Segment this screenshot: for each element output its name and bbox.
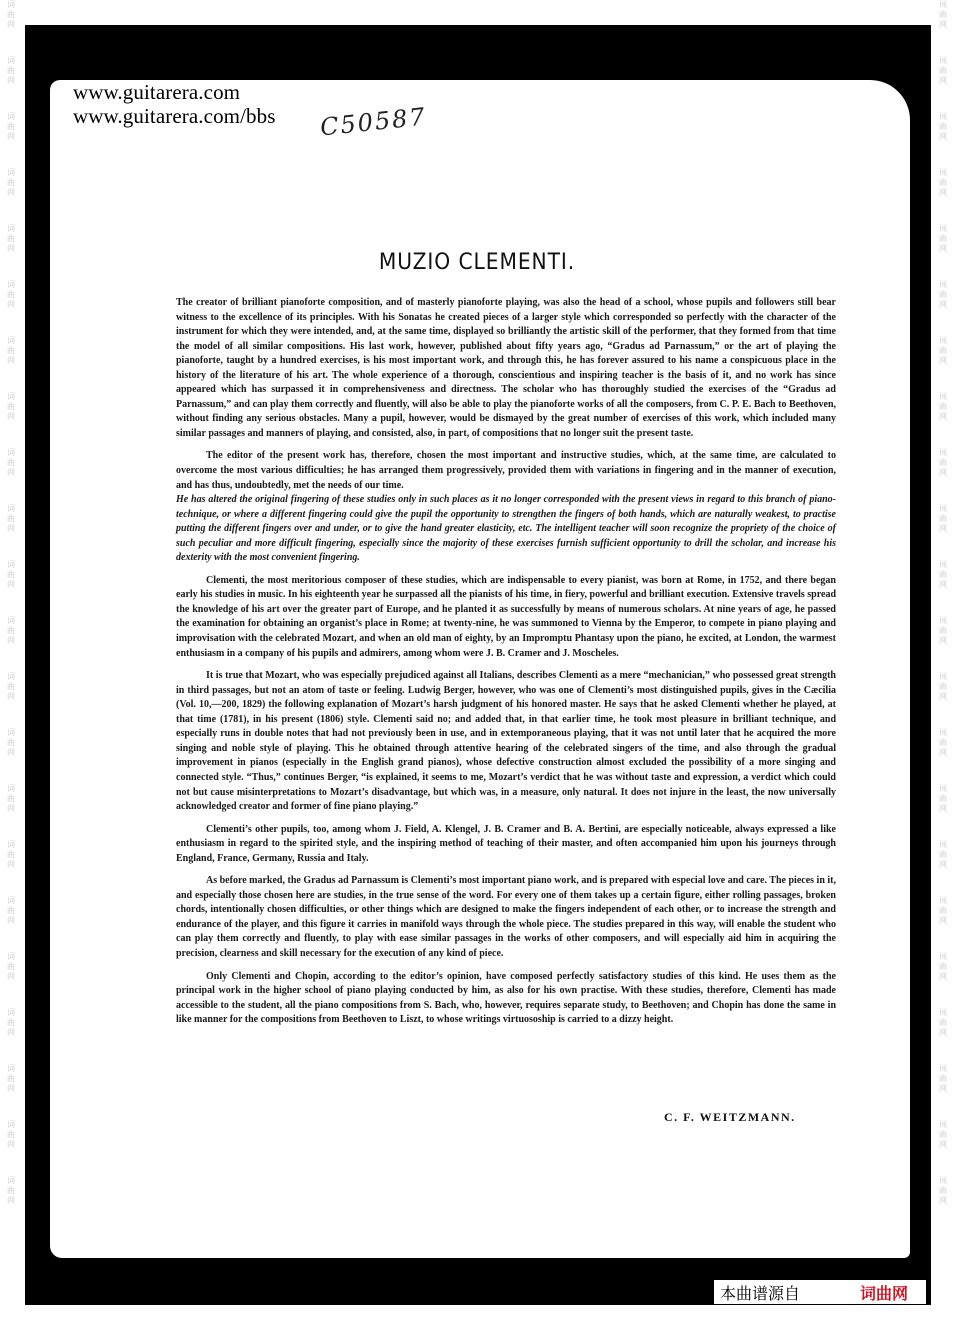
watermark-glyph: 曲 xyxy=(7,570,15,579)
watermark-glyph-stack xyxy=(7,728,15,758)
watermark-glyph: 曲 xyxy=(939,66,947,75)
watermark-glyph: 词 xyxy=(939,168,947,177)
watermark-glyph: 网 xyxy=(7,20,15,29)
watermark-glyph-stack xyxy=(7,56,15,86)
watermark-glyph: 词 xyxy=(939,728,947,737)
watermark-glyph-stack xyxy=(7,392,15,422)
watermark-glyph: 词 xyxy=(7,952,15,961)
watermark-glyph: 词 xyxy=(939,392,947,401)
watermark-glyph: 曲 xyxy=(939,514,947,523)
watermark-glyph: 网 xyxy=(939,468,947,477)
watermark-glyph: 曲 xyxy=(7,794,15,803)
watermark-glyph: 网 xyxy=(939,356,947,365)
watermark-glyph: 词 xyxy=(7,1064,15,1073)
watermark-glyph: 曲 xyxy=(7,66,15,75)
watermark-glyph: 曲 xyxy=(939,290,947,299)
watermark-glyph: 网 xyxy=(939,972,947,981)
watermark-glyph: 曲 xyxy=(939,906,947,915)
watermark-glyph: 网 xyxy=(7,804,15,813)
watermark-glyph: 曲 xyxy=(7,234,15,243)
watermark-glyph: 词 xyxy=(939,0,947,9)
watermark-glyph: 网 xyxy=(939,76,947,85)
forum-url: www.guitarera.com/bbs xyxy=(73,104,276,128)
watermark-glyph: 词 xyxy=(7,112,15,121)
watermark-glyph: 网 xyxy=(939,580,947,589)
watermark-glyph: 网 xyxy=(939,1140,947,1149)
watermark-glyph: 词 xyxy=(939,1008,947,1017)
watermark-glyph: 曲 xyxy=(939,850,947,859)
watermark-glyph: 曲 xyxy=(7,514,15,523)
watermark-glyph-stack xyxy=(7,112,15,142)
paragraph: Only Clementi and Chopin, according to the editor’s opinion, have composed perfectly satisfactory studies of this kind. He uses them as the principal work in the higher school of piano playing conducted by him, as also for his own practise. With these studies, therefore, Clementi has made accessible to the student, all the piano compositions from S. Bach, who, however, requires separate study, to Beethoven; and Chopin has done the same in like manner for the compositions from Beethoven to Liszt, to whose writings virtuosoship is carried to a dizzy height. xyxy=(176,970,836,1026)
watermark-glyph: 网 xyxy=(7,580,15,589)
watermark-glyph-stack xyxy=(939,672,947,702)
watermark-glyph-stack xyxy=(7,952,15,982)
watermark-glyph: 词 xyxy=(7,168,15,177)
watermark-glyph-stack xyxy=(7,840,15,870)
watermark-glyph: 曲 xyxy=(7,10,15,19)
watermark-glyph-stack xyxy=(7,168,15,198)
watermark-glyph-stack xyxy=(7,1120,15,1150)
watermark-glyph: 词 xyxy=(939,560,947,569)
watermark-glyph: 词 xyxy=(939,224,947,233)
watermark-glyph: 词 xyxy=(7,728,15,737)
watermark-glyph: 曲 xyxy=(7,1186,15,1195)
watermark-glyph-stack xyxy=(939,560,947,590)
watermark-glyph-stack xyxy=(7,784,15,814)
watermark-glyph: 曲 xyxy=(939,1186,947,1195)
watermark-glyph: 词 xyxy=(7,784,15,793)
watermark-glyph: 词 xyxy=(7,616,15,625)
watermark-glyph-stack xyxy=(7,1064,15,1094)
watermark-glyph-stack xyxy=(939,616,947,646)
watermark-glyph-stack xyxy=(7,504,15,534)
paragraph: The creator of brilliant pianoforte composition, and of masterly pianoforte playing, was also the head of a school, whose pupils and followers still bear witness to the excellence of its principles. With his Sonatas he created pieces of a larger style which corresponded so perfectly with the character of the instrument for which they were intended, and, at the same time, displayed so brilliantly the artistic skill of the performer, that they formed from that time the model of all similar compositions. His last work, however, published about fifty years ago, “Gradus ad Parnassum,” or the art of playing the pianoforte, taught by a hundred exercises, is his most important work, and through this, he has forever assured to his name a conspicuous place in the history of the literature of his art. The whole experience of a thorough, conscientious and inspiring teacher is the basis of it, and no work has since appeared which has surpassed it in comprehensiveness and directness. The scholar who has thoroughly studied the exercises of the “Gradus ad Parnassum,” and can play them correctly and fluently, will also be able to play the pianoforte works of all the composers, from C. P. E. Bach to Beethoven, without finding any serious obstacles. Many a pupil, however, would be dismayed by the great number of exercises of this work, which included many similar passages and manners of playing, and consisted, also, in part, of compositions that no longer suit the present taste. xyxy=(176,297,836,439)
watermark-glyph: 曲 xyxy=(7,402,15,411)
source-label: 本曲谱源自 xyxy=(720,1283,801,1303)
watermark-glyph: 网 xyxy=(939,1028,947,1037)
paragraph: Clementi, the most meritorious composer of these studies, which are indispensable to every pianist, was born at Rome, in 1752, and there began early his studies in music. In his eighteenth year he surpassed all the pianists of his time, in fiery, powerful and brilliant execution. Extensive travels spread the knowledge of his art over the greater part of Europe, and he planted it as successfully by means of numerous scholars. At nine years of age, he passed the examination for obtaining an organist’s place in Rome; at twenty-nine, he was summoned to Vienna by the Emperor, to compete in piano playing and improvisation with the celebrated Mozart, and when an old man of eighty, by an Impromptu Phantasy upon the piano, he excited, at London, the warmest enthusiasm in a company of his pupils and admirers, among whom were J. B. Cramer and J. Moscheles. xyxy=(176,574,836,659)
watermark-glyph: 曲 xyxy=(939,794,947,803)
watermark-glyph: 曲 xyxy=(939,738,947,747)
paragraph: It is true that Mozart, who was especially prejudiced against all Italians, describes Clementi as a mere “mechanician,” who possessed great strength in third passages, but not an atom of taste or feeling. Ludwig Berger, however, who was one of Clementi’s most distinguished pupils, gives in the Cæcilia (Vol. 10,—200, 1829) the following explanation of Mozart’s harsh judgment of his honored master. He says that he asked Clementi whether he played, at that time (1781), in his present (1806) style. Clementi said no; and added that, in that earlier time, he took most pleasure in brilliant technique, and especially runs in double notes that had not previously been in use, and in extemporaneous playing, that it was not until later that he acquired the more singing and noble style of playing. This he obtained through attentive hearing of the celebrated singers of the time, and also through the gradual improvement in pianos (especially in the English grand pianos), whose defective construction almost excluded the possibility of a more singing and connected style. “Thus,” continues Berger, “is explained, it seems to me, Mozart’s verdict that he was without taste and expression, a verdict which could not but cause misinterpretations to Mozart’s disadvantage, but which was, in a measure, only natural. It does not injure in the least, the now universally acknowledged creator and former of fine piano playing.” xyxy=(176,670,836,813)
watermark-glyph: 词 xyxy=(939,448,947,457)
watermark-glyph: 词 xyxy=(7,56,15,65)
watermark-glyph: 网 xyxy=(939,692,947,701)
paragraph: He has altered the original fingering of these studies only in such places as it no longer corresponded with the present views in regard to this branch of piano-technique, or where a different fingering could give the pupil the opportunity to strengthen the fingers of both hands, which are naturally weakest, to practise putting the different fingers over and under, or to give the hand greater elasticity, etc. The intelligent teacher will soon recognize the propriety of the choice of such peculiar and more difficult fingering, especially since the majority of these exercises furnish sufficient opportunity to drill the scholar, and increase his dexterity with the most convenient fingering. xyxy=(176,494,836,564)
watermark-glyph: 曲 xyxy=(7,290,15,299)
watermark-glyph: 词 xyxy=(939,280,947,289)
watermark-glyph-stack xyxy=(939,784,947,814)
watermark-glyph-stack xyxy=(7,1008,15,1038)
watermark-glyph: 曲 xyxy=(7,906,15,915)
watermark-glyph: 曲 xyxy=(7,178,15,187)
watermark-glyph: 网 xyxy=(939,636,947,645)
watermark-glyph: 网 xyxy=(7,244,15,253)
watermark-glyph: 网 xyxy=(7,972,15,981)
watermark-glyph: 网 xyxy=(939,132,947,141)
paragraph: As before marked, the Gradus ad Parnassum is Clementi’s most important piano work, and is prepared with especial love and care. The pieces in it, and especially those chosen here are studies, in the true sense of the word. For every one of them takes up a certain figure, either rolling passages, broken chords, intentionally chosen difficulties, or other things which are designed to make the fingers independent of each other, or to increase the strength and endurance of the player, and this figure it carries in manifold ways through the whole piece. The studies prepared in this way, will enable the student who can play them correctly and fluently, to play with ease similar passages in the works of other composers, and will especially aid him in acquiring the precision, clearness and skill necessary for the execution of any kind of piece. xyxy=(176,875,836,959)
watermark-glyph: 曲 xyxy=(939,178,947,187)
watermark-glyph: 词 xyxy=(7,560,15,569)
watermark-glyph-stack xyxy=(7,448,15,478)
watermark-glyph-stack xyxy=(939,56,947,86)
watermark-glyph-stack xyxy=(7,224,15,254)
paragraph: The editor of the present work has, therefore, chosen the most important and instructive studies, which, at the same time, are calculated to overcome the most various difficulties; he has arranged them progressively, provided them with variations in fingering and in the manner of execution, and has thus, undoubtedly, met the needs of our time. xyxy=(176,450,836,491)
watermark-glyph: 词 xyxy=(7,840,15,849)
watermark-glyph: 曲 xyxy=(7,626,15,635)
watermark-glyph: 曲 xyxy=(7,682,15,691)
watermark-glyph-stack xyxy=(939,168,947,198)
watermark-glyph: 网 xyxy=(7,76,15,85)
watermark-glyph: 词 xyxy=(939,952,947,961)
watermark-glyph: 词 xyxy=(939,1120,947,1129)
watermark-glyph: 曲 xyxy=(939,234,947,243)
watermark-glyph: 词 xyxy=(7,392,15,401)
paragraph: Clementi’s other pupils, too, among whom J. Field, A. Klengel, J. B. Cramer and B. A. Bertini, are especially noticeable, always expressed a like enthusiasm in regard to the spirited style, and the inspiring method of teaching of their master, and often accompanied him upon his journeys through England, France, Germany, Russia and Italy. xyxy=(176,823,836,864)
watermark-glyph-stack xyxy=(939,448,947,478)
watermark-glyph: 词 xyxy=(939,840,947,849)
watermark-glyph: 网 xyxy=(939,524,947,533)
watermark-glyph: 网 xyxy=(7,748,15,757)
watermark-glyph: 网 xyxy=(7,1028,15,1037)
watermark-glyph: 网 xyxy=(7,636,15,645)
catalog-mark: C50587 xyxy=(318,102,428,142)
watermark-glyph: 词 xyxy=(939,896,947,905)
watermark-glyph: 曲 xyxy=(7,122,15,131)
watermark-glyph: 网 xyxy=(7,860,15,869)
watermark-glyph: 词 xyxy=(7,1176,15,1185)
watermark-glyph-stack xyxy=(7,560,15,590)
signature: C. F. WEITZMANN. xyxy=(664,1110,796,1124)
watermark-glyph-stack xyxy=(939,224,947,254)
watermark-glyph: 曲 xyxy=(939,122,947,131)
watermark-glyph: 词 xyxy=(939,1064,947,1073)
watermark-glyph: 曲 xyxy=(939,10,947,19)
watermark-glyph: 网 xyxy=(939,244,947,253)
watermark-glyph: 词 xyxy=(7,280,15,289)
watermark-glyph-stack xyxy=(939,1176,947,1206)
watermark-glyph: 词 xyxy=(7,504,15,513)
watermark-glyph: 网 xyxy=(939,860,947,869)
page-title: MUZIO CLEMENTI. xyxy=(378,250,576,275)
watermark-glyph: 曲 xyxy=(939,402,947,411)
watermark-glyph: 曲 xyxy=(939,626,947,635)
watermark-glyph: 词 xyxy=(7,896,15,905)
watermark-glyph: 曲 xyxy=(939,1018,947,1027)
watermark-glyph-stack xyxy=(939,840,947,870)
watermark-glyph: 词 xyxy=(7,448,15,457)
watermark-glyph-stack xyxy=(939,1008,947,1038)
watermark-glyph: 曲 xyxy=(7,458,15,467)
watermark-glyph: 词 xyxy=(939,672,947,681)
watermark-glyph: 曲 xyxy=(7,962,15,971)
watermark-glyph: 曲 xyxy=(939,1074,947,1083)
preface-text xyxy=(176,296,836,1036)
watermark-glyph: 词 xyxy=(939,616,947,625)
watermark-glyph: 词 xyxy=(939,56,947,65)
watermark-glyph-stack xyxy=(939,392,947,422)
watermark-glyph: 词 xyxy=(939,784,947,793)
watermark-glyph: 词 xyxy=(939,336,947,345)
watermark-glyph-stack xyxy=(939,896,947,926)
watermark-glyph: 词 xyxy=(939,504,947,513)
watermark-glyph: 曲 xyxy=(7,1130,15,1139)
watermark-glyph: 网 xyxy=(7,188,15,197)
watermark-glyph: 网 xyxy=(939,188,947,197)
watermark-glyph: 词 xyxy=(7,1008,15,1017)
watermark-glyph: 网 xyxy=(7,300,15,309)
watermark-glyph: 曲 xyxy=(939,458,947,467)
watermark-glyph-stack xyxy=(939,112,947,142)
watermark-glyph: 网 xyxy=(939,804,947,813)
watermark-glyph: 词 xyxy=(7,672,15,681)
watermark-glyph-stack xyxy=(7,280,15,310)
watermark-glyph-stack xyxy=(939,1064,947,1094)
watermark-glyph-stack xyxy=(7,1176,15,1206)
watermark-glyph: 曲 xyxy=(7,850,15,859)
watermark-glyph: 词 xyxy=(7,224,15,233)
watermark-glyph: 网 xyxy=(939,916,947,925)
watermark-glyph: 词 xyxy=(939,112,947,121)
watermark-glyph: 词 xyxy=(7,1120,15,1129)
watermark-glyph: 曲 xyxy=(939,346,947,355)
source-banner[interactable] xyxy=(714,1280,926,1304)
watermark-glyph-stack xyxy=(939,336,947,366)
watermark-glyph: 网 xyxy=(7,356,15,365)
watermark-glyph: 网 xyxy=(939,748,947,757)
watermark-glyph: 网 xyxy=(939,1084,947,1093)
watermark-glyph: 网 xyxy=(939,1196,947,1205)
watermark-glyph: 词 xyxy=(7,336,15,345)
watermark-glyph: 曲 xyxy=(7,1074,15,1083)
watermark-glyph: 曲 xyxy=(939,682,947,691)
watermark-glyph: 网 xyxy=(939,300,947,309)
watermark-glyph: 词 xyxy=(7,0,15,9)
watermark-glyph: 网 xyxy=(7,524,15,533)
source-site-link[interactable]: 词曲网 xyxy=(860,1283,909,1303)
watermark-glyph-stack xyxy=(939,1120,947,1150)
watermark-glyph: 网 xyxy=(7,132,15,141)
watermark-glyph-stack xyxy=(7,0,15,30)
watermark-glyph: 网 xyxy=(7,1196,15,1205)
watermark-glyph-stack xyxy=(939,280,947,310)
watermark-glyph-stack xyxy=(939,952,947,982)
watermark-glyph: 网 xyxy=(939,20,947,29)
right-watermark-strip xyxy=(932,0,954,1330)
watermark-glyph: 曲 xyxy=(939,1130,947,1139)
watermark-glyph: 网 xyxy=(7,916,15,925)
watermark-glyph-stack xyxy=(7,672,15,702)
watermark-glyph-stack xyxy=(7,336,15,366)
watermark-glyph: 曲 xyxy=(7,738,15,747)
watermark-glyph-stack xyxy=(939,728,947,758)
watermark-glyph: 网 xyxy=(7,1084,15,1093)
watermark-glyph-stack xyxy=(939,504,947,534)
watermark-glyph: 网 xyxy=(939,412,947,421)
watermark-glyph: 网 xyxy=(7,412,15,421)
watermark-glyph-stack xyxy=(7,896,15,926)
watermark-glyph: 网 xyxy=(7,692,15,701)
watermark-glyph: 曲 xyxy=(939,570,947,579)
watermark-glyph-stack xyxy=(939,0,947,30)
left-watermark-strip xyxy=(0,0,22,1330)
watermark-glyph: 网 xyxy=(7,1140,15,1149)
watermark-glyph: 曲 xyxy=(7,1018,15,1027)
site-url: www.guitarera.com xyxy=(73,80,241,104)
watermark-glyph: 词 xyxy=(939,1176,947,1185)
watermark-glyph: 网 xyxy=(7,468,15,477)
watermark-glyph: 曲 xyxy=(939,962,947,971)
watermark-glyph-stack xyxy=(7,616,15,646)
watermark-glyph: 曲 xyxy=(7,346,15,355)
